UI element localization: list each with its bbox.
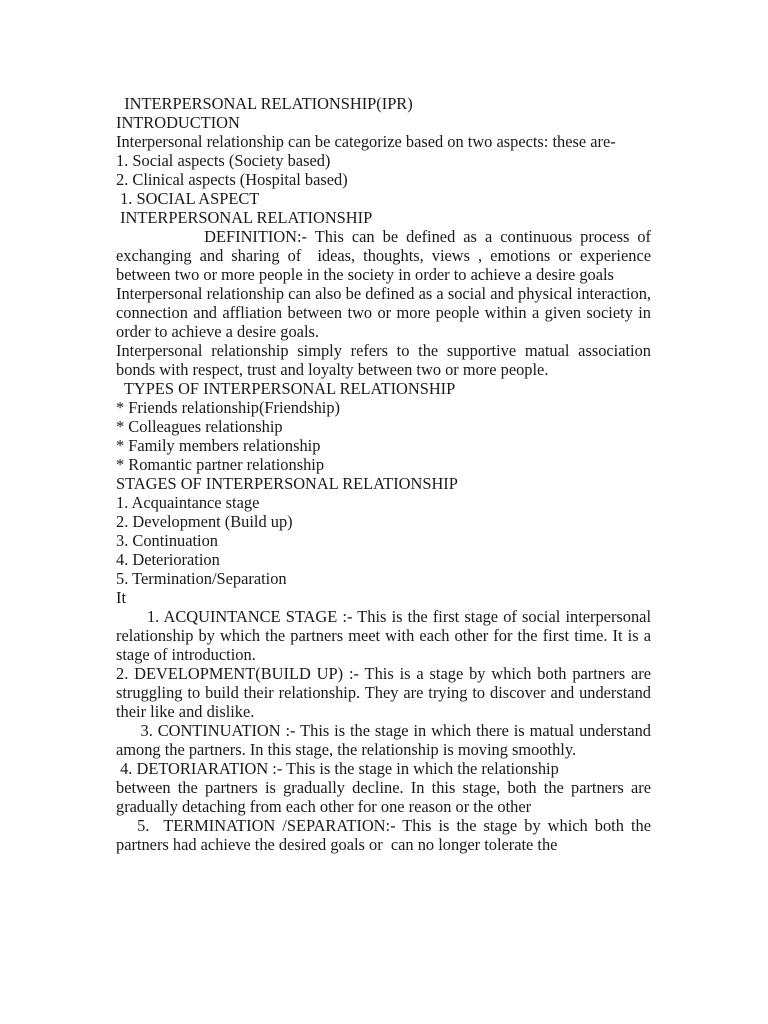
document-title: INTERPERSONAL RELATIONSHIP(IPR) — [116, 94, 413, 113]
document-page — [116, 94, 656, 854]
type-item: * Colleagues relationship — [116, 417, 283, 436]
stage-description: 2. DEVELOPMENT(BUILD UP) :- This is a stage by which both partners are struggling to build their relationship. They are trying to discover and understand their like and dislike. — [116, 664, 651, 721]
stage-description: 4. DETORIARATION :- This is the stage in which the relationship — [116, 759, 559, 778]
stage-description: between the partners is gradually decline. In this stage, both the partners are gradually detaching from each other for one reason or the other — [116, 778, 651, 816]
type-item: * Romantic partner relationship — [116, 455, 325, 474]
definition-paragraph: DEFINITION:- This can be defined as a continuous process of exchanging and sharing of ideas, thoughts, views , emotions or experience between two or more people in the society in order to achieve a desire goals — [116, 227, 656, 284]
it-line: It — [116, 588, 127, 607]
stage-item: 2. Development (Build up) — [116, 512, 293, 531]
types-heading: TYPES OF INTERPERSONAL RELATIONSHIP — [116, 379, 456, 398]
introduction-heading: INTRODUCTION — [116, 113, 240, 132]
ipr-heading: INTERPERSONAL RELATIONSHIP — [116, 208, 373, 227]
stage-description: 3. CONTINUATION :- This is the stage in which there is matual understand among the partners. In this stage, the relationship is moving smoothly. — [116, 721, 656, 759]
stage-item: 1. Acquaintance stage — [116, 493, 260, 512]
stages-heading: STAGES OF INTERPERSONAL RELATIONSHIP — [116, 474, 458, 493]
definition-paragraph: Interpersonal relationship can also be defined as a social and physical interaction, connection and affliation between two or more people within a given society in order to achieve a desire goals. — [116, 284, 651, 341]
intro-paragraph: Interpersonal relationship can be categorize based on two aspects: these are- — [116, 132, 616, 151]
stage-item: 5. Termination/Separation — [116, 569, 287, 588]
definition-paragraph: Interpersonal relationship simply refers to the supportive matual association bonds with respect, trust and loyalty between two or more people. — [116, 341, 651, 379]
aspect-item: 2. Clinical aspects (Hospital based) — [116, 170, 348, 189]
type-item: * Family members relationship — [116, 436, 321, 455]
social-aspect-heading: 1. SOCIAL ASPECT — [116, 189, 260, 208]
aspect-item: 1. Social aspects (Society based) — [116, 151, 331, 170]
stage-item: 4. Deterioration — [116, 550, 220, 569]
stage-item: 3. Continuation — [116, 531, 218, 550]
stage-description: 5. TERMINATION /SEPARATION:- This is the stage by which both the partners had achieve the desired goals or can no longer tolerate the — [116, 816, 656, 854]
stage-description: 1. ACQUINTANCE STAGE :- This is the first stage of social interpersonal relationship by which the partners meet with each other for the first time. It is a stage of introduction. — [116, 607, 656, 664]
type-item: * Friends relationship(Friendship) — [116, 398, 340, 417]
